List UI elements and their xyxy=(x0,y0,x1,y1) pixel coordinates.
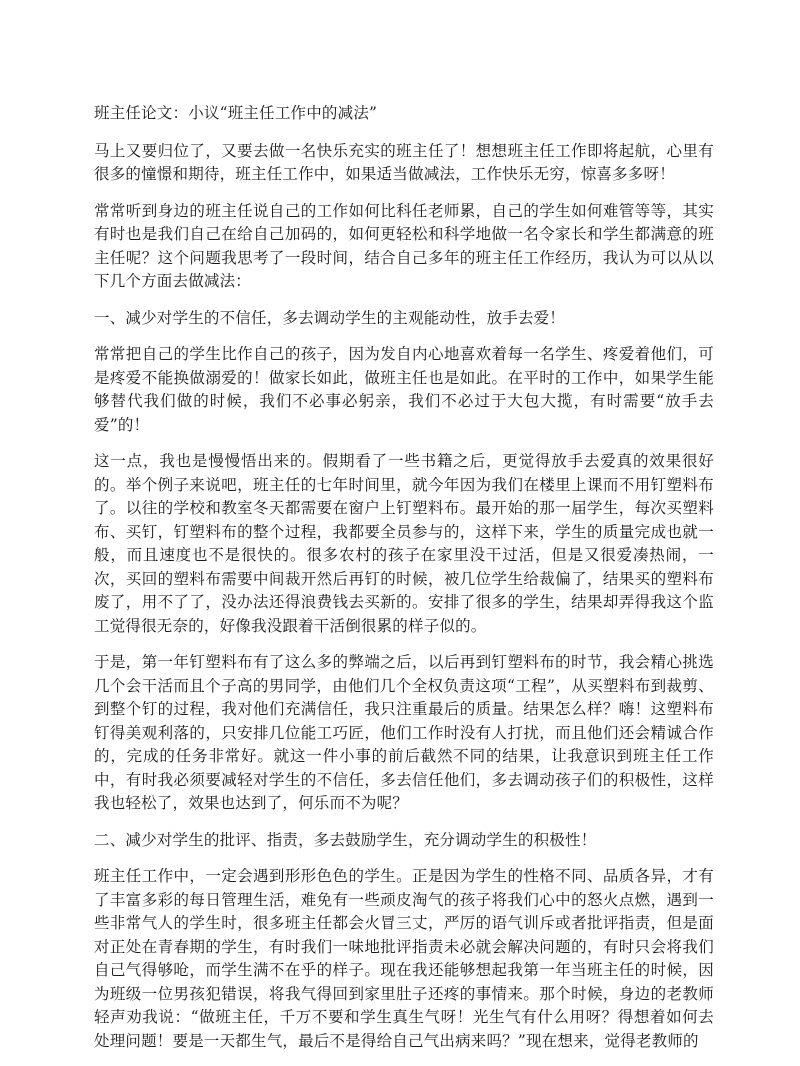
paragraph-section2-a: 班主任工作中，一定会遇到形形色色的学生。正是因为学生的性格不同、品质各异，才有了丰富多彩的每日管理生活，难免有一些顽皮淘气的孩子将我们心中的怒火点燃，遇到一些非常气人的学生时，很多班主任都会火冒三丈，严厉的语气训斥或者批评指责，但是面对正处在青春期的学生，有时我们一味地批评指责未必就会解决问题的，有时只会将我们自己气得够呛，而学生满不在乎的样子。现在我还能够想起我第一年当班主任的时候，因为班级一位男孩犯错误，将我气得回到家里肚子还疼的事情来。那个时候，身边的老教师轻声劝我说：“做班主任，千万不要和学生真生气呀！光生气有什么用呀？得想着如何去处理问题！要是一天都生气，最后不是得给自己气出病来吗？”现在想来，觉得老教师的 xyxy=(94,867,714,1050)
document-page xyxy=(94,102,714,1066)
paragraph-section1-a: 常常把自己的学生比作自己的孩子，因为发自内心地喜欢着每一名学生、疼爱着他们，可是疼爱不能换做溺爱的！做家长如此，做班主任也是如此。在平时的工作中，如果学生能够替代我们做的时候，我们不必事必躬亲，我们不必过于大包大揽，有时需要“放手去爱”的！ xyxy=(94,345,714,434)
paragraph-intro: 马上又要归位了，又要去做一名快乐充实的班主任了！想想班主任工作即将起航，心里有很多的憧憬和期待，班主任工作中，如果适当做减法，工作快乐无穷，惊喜多多呀！ xyxy=(94,141,714,183)
paragraph-section1-c: 于是，第一年钉塑料布有了这么多的弊端之后，以后再到钉塑料布的时节，我会精心挑选几个会干活而且个子高的男同学，由他们几个全权负责这项“工程”，从买塑料布到裁剪、到整个钉的过程，我对他们充满信任，我只注重最后的质量。结果怎么样？嗨！这塑料布钉得美观利落的，只安排几位能工巧匠，他们工作时没有人打扰，而且他们还会精诚合作的，完成的任务非常好。就这一件小事的前后截然不同的结果，让我意识到班主任工作中，有时我必须要减轻对学生的不信任，多去信任他们，多去调动孩子们的积极性，这样我也轻松了，效果也达到了，何乐而不为呢？ xyxy=(94,653,714,812)
document-title: 班主任论文：小议“班主任工作中的减法” xyxy=(94,104,378,122)
section-heading-2: 二、减少对学生的批评、指责，多去鼓励学生，充分调动学生的积极性！ xyxy=(94,830,597,849)
paragraph-section1-b: 这一点，我也是慢慢悟出来的。假期看了一些书籍之后，更觉得放手去爱真的效果很好的。举个例子来说吧，班主任的七年时间里，就今年因为我们在楼里上课而不用钉塑料布了。以往的学校和教室冬天都需要在窗户上钉塑料布。最开始的那一届学生，每次买塑料布、买钉，钉塑料布的整个过程，我都要全员参与的，这样下来，学生的质量完成也就一般，而且速度也不是很快的。很多农村的孩子在家里没干过活，但是又很爱凑热闹，一次，买回的塑料布需要中间裁开然后再钉的时候，被几位学生给裁偏了，结果买的塑料布废了，用不了了，没办法还得浪费钱去买新的。安排了很多的学生，结果却弄得我这个监工觉得很无奈的，好像我没跟着干活倒很累的样子似的。 xyxy=(94,452,714,635)
paragraph-overview: 常常听到身边的班主任说自己的工作如何比科任老师累，自己的学生如何难管等等，其实有时也是我们自己在给自己加码的，如何更轻松和科学地做一名令家长和学生都满意的班主任呢？这个问题我思考了一段时间，结合自己多年的班主任工作经历，我认为可以从以下几个方面去做减法： xyxy=(94,201,714,290)
section-heading-1: 一、减少对学生的不信任，多去调动学生的主观能动性，放手去爱！ xyxy=(94,308,566,327)
